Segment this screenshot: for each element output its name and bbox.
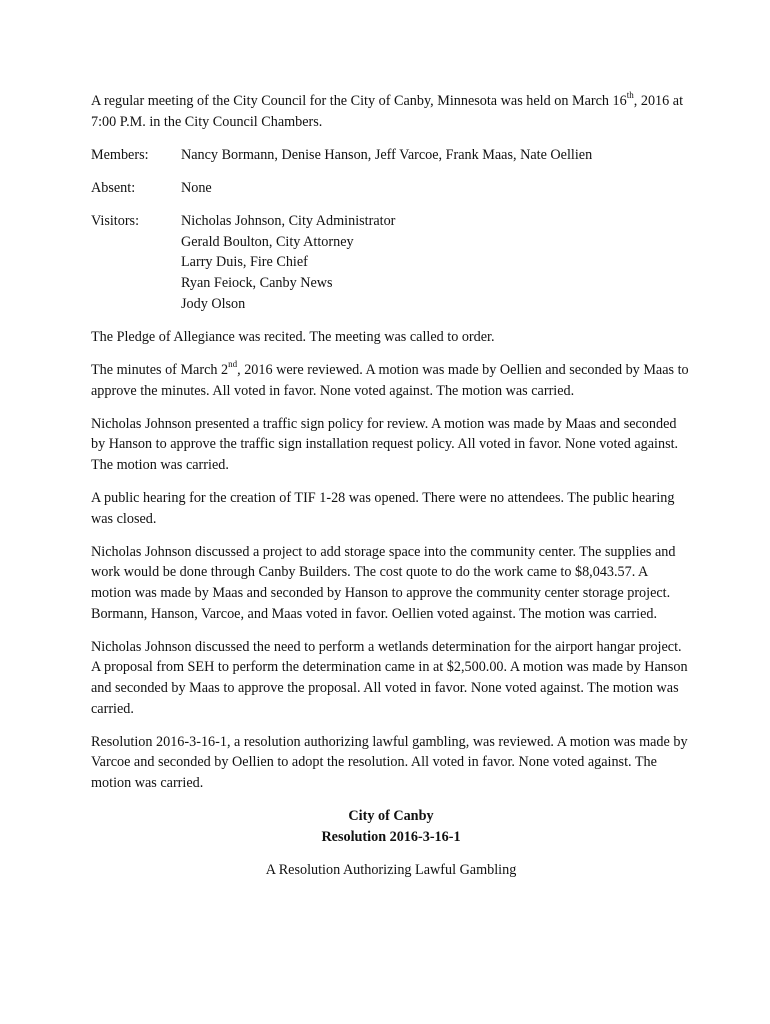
intro-text-a: A regular meeting of the City Council for the City of Canby, Minnesota was held on March 16 [91, 93, 627, 109]
visitor-item: Gerald Boulton, City Attorney [181, 233, 354, 250]
members-label: Members: [91, 146, 149, 163]
resolution-heading [91, 806, 691, 847]
public-hearing-paragraph: A public hearing for the creation of TIF 1-28 was opened. There were no attendees. The public hearing was closed. [91, 490, 675, 527]
visitors-list [181, 211, 691, 314]
document-page [91, 91, 691, 881]
absent-row [91, 178, 691, 199]
members-value: Nancy Bormann, Denise Hanson, Jeff Varcoe, Frank Maas, Nate Oellien [181, 146, 593, 163]
visitor-item: Jody Olson [181, 295, 246, 312]
absent-label: Absent: [91, 179, 136, 196]
traffic-sign-paragraph: Nicholas Johnson presented a traffic sign policy for review. A motion was made by Maas and seconded by Hanson to approve the traffic sign installation request policy. All voted in favor. None voted against. The motion was carried. [91, 415, 679, 473]
wetlands-paragraph: Nicholas Johnson discussed the need to perform a wetlands determination for the airport hangar project. A proposal from SEH to perform the determination came in at $2,500.00. A motion was made by Hanson and seconded by Maas to approve the proposal. All voted in favor. None voted against. The motion was carried. [91, 638, 688, 717]
resolution-heading-line2: Resolution 2016-3-16-1 [321, 828, 461, 845]
resolution-heading-line1: City of Canby [348, 808, 434, 825]
visitor-item: Nicholas Johnson, City Administrator [181, 213, 396, 230]
minutes-superscript: nd [228, 359, 238, 370]
intro-text-b: , 2016 at 7:00 P.M. in the City Council Chambers. [91, 93, 684, 130]
absent-value: None [181, 179, 212, 196]
visitor-item: Larry Duis, Fire Chief [181, 254, 308, 271]
visitors-label: Visitors: [91, 213, 140, 230]
pledge-paragraph: The Pledge of Allegiance was recited. The meeting was called to order. [91, 328, 495, 345]
minutes-paragraph [91, 360, 691, 401]
visitors-row [91, 211, 691, 314]
minutes-text-a: The minutes of March 2 [91, 361, 229, 378]
visitor-item: Ryan Feiock, Canby News [181, 274, 333, 291]
resolution-review-paragraph: Resolution 2016-3-16-1, a resolution authorizing lawful gambling, was reviewed. A motion was made by Varcoe and seconded by Oellien to adopt the resolution. All voted in favor. None voted against. The motion was carried. [91, 733, 688, 791]
members-row [91, 145, 691, 166]
storage-project-paragraph: Nicholas Johnson discussed a project to add storage space into the community center. The supplies and work would be done through Canby Builders. The cost quote to do the work came to $8,043.57. A motion was made by Maas and seconded by Hanson to approve the community center storage project. Bormann, Hanson, Varcoe, and Maas voted in favor. Oellien voted against. The motion was carried. [91, 543, 676, 622]
minutes-text-b: , 2016 were reviewed. A motion was made by Oellien and seconded by Maas to approve the minutes. All voted in favor. None voted against. The motion was carried. [91, 361, 689, 399]
intro-superscript: th [626, 90, 634, 101]
intro-paragraph [91, 91, 691, 132]
resolution-subtitle: A Resolution Authorizing Lawful Gambling [265, 861, 517, 878]
